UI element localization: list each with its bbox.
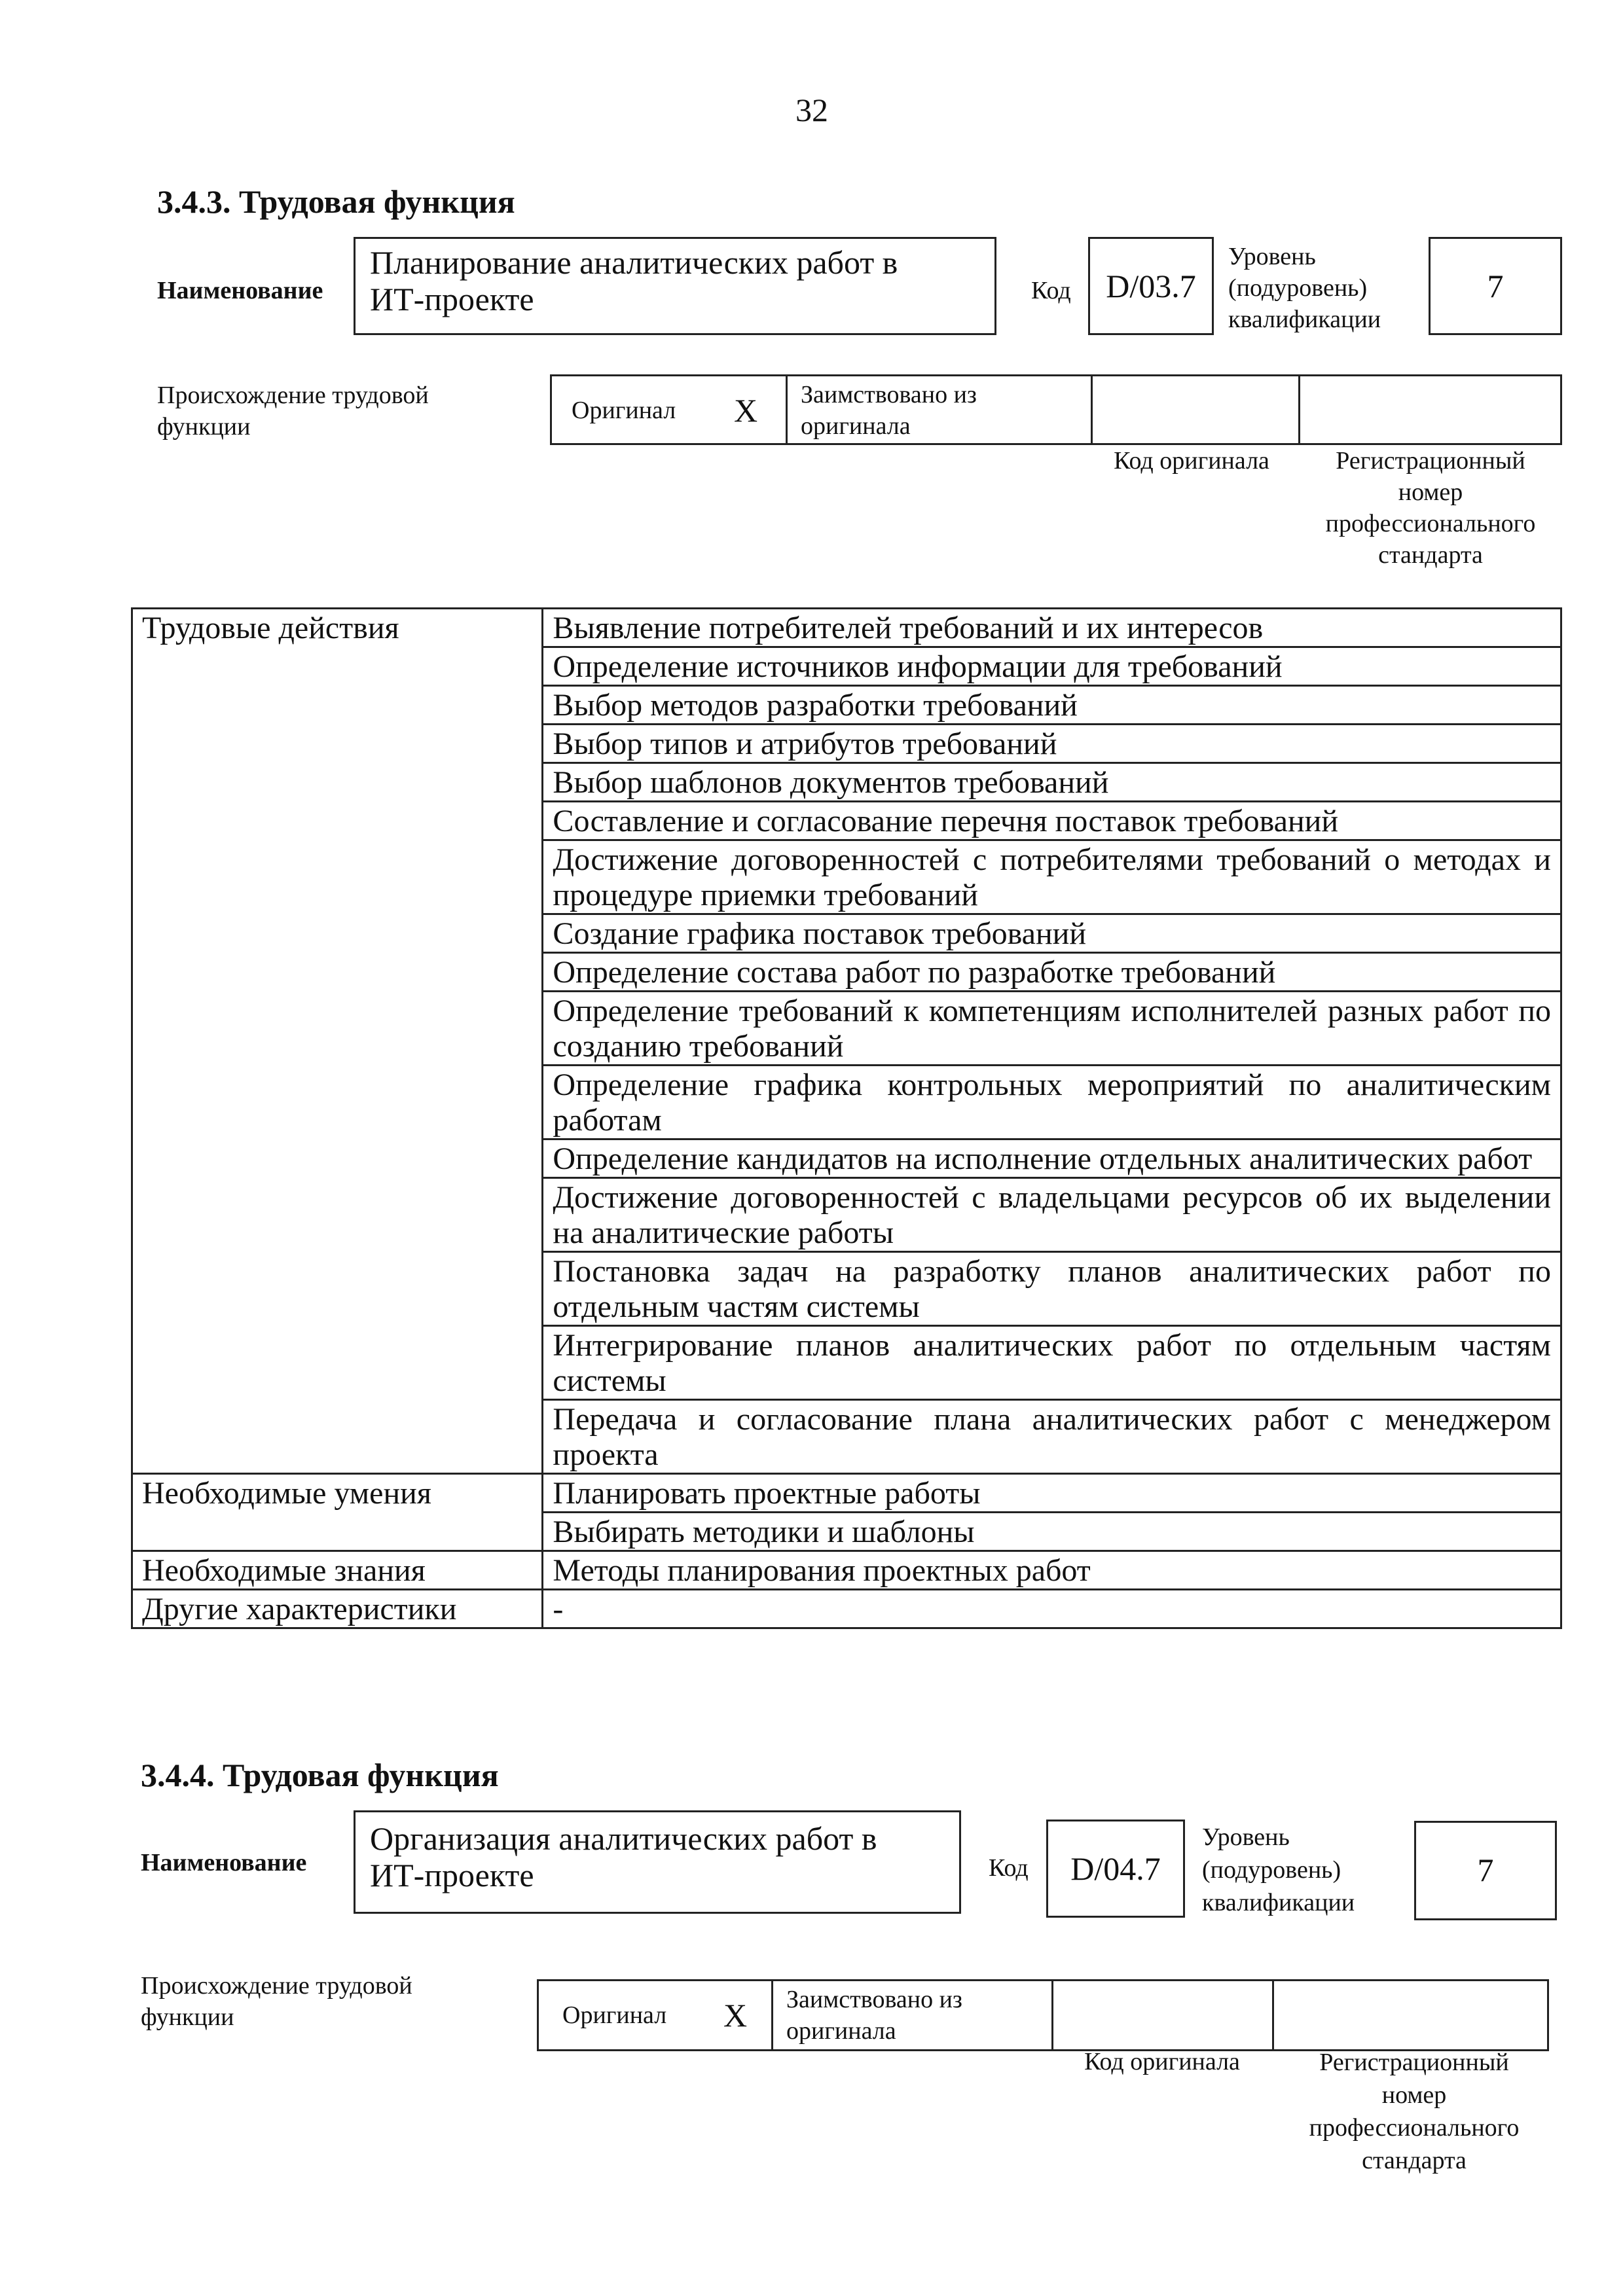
code-box: [1088, 237, 1214, 335]
actions-label: Трудовые действия: [132, 609, 543, 1474]
action-row: Выявление потребителей требований и их интересов: [543, 609, 1561, 647]
level-label: Уровень (подуровень) квалификации: [1202, 1823, 1355, 1916]
action-row: Передача и согласование плана аналитических работ с менеджером проекта: [543, 1400, 1561, 1474]
action-row: Достижение договоренностей с владельцами ресурсов об их выделении на аналитические работы: [543, 1178, 1561, 1252]
other-label: Другие характеристики: [132, 1590, 543, 1628]
code-label: Код: [989, 1854, 1029, 1882]
original-mark: X: [734, 392, 758, 429]
action-row: Постановка задач на разработку планов аналитических работ по отдельным частям системы: [543, 1252, 1561, 1326]
action-row: Определение требований к компетенциям исполнителей разных работ по созданию требований: [543, 992, 1561, 1066]
action-row: Составление и согласование перечня поставок требований: [543, 802, 1561, 840]
section-heading: 3.4.3. Трудовая функция: [157, 183, 515, 220]
name-box: [354, 237, 996, 335]
skills-label: Необходимые умения: [132, 1474, 543, 1551]
level-label: Уровень (подуровень) квалификации: [1228, 243, 1381, 333]
code-box: [1046, 1820, 1185, 1918]
original-code-label: Код оригинала: [1114, 447, 1269, 475]
original-label: Оригинал: [572, 397, 676, 424]
name-box: [354, 1810, 961, 1914]
action-row: Достижение договоренностей с потребителями требований о методах и процедуре приемки требований: [543, 840, 1561, 914]
borrowed-label: Заимствовано из оригинала: [801, 381, 977, 440]
level-box: [1414, 1821, 1557, 1920]
other-row: -: [543, 1590, 1561, 1628]
level-value: 7: [1487, 268, 1504, 304]
action-row: Определение источников информации для требований: [543, 647, 1561, 686]
original-label: Оригинал: [562, 2001, 667, 2029]
code-label: Код: [1031, 277, 1071, 304]
reg-number-label: Регистрационный номер профессионального стандарта: [1325, 447, 1536, 569]
function-name: Организация аналитических работ в ИТ-проекте: [370, 1820, 877, 1893]
knowledge-label: Необходимые знания: [132, 1551, 543, 1590]
action-row: Создание графика поставок требований: [543, 914, 1561, 953]
original-code-label: Код оригинала: [1084, 2048, 1240, 2075]
level-value: 7: [1477, 1852, 1494, 1888]
skill-row: Выбирать методики и шаблоны: [543, 1513, 1561, 1551]
action-row: Определение кандидатов на исполнение отдельных аналитических работ: [543, 1139, 1561, 1178]
skill-row: Планировать проектные работы: [543, 1474, 1561, 1513]
knowledge-row: Методы планирования проектных работ: [543, 1551, 1561, 1590]
name-label: Наименование: [157, 277, 323, 304]
borrowed-label: Заимствовано из оригинала: [786, 1986, 962, 2045]
level-box: [1429, 237, 1562, 335]
name-label: Наименование: [141, 1849, 307, 1876]
section-heading: 3.4.4. Трудовая функция: [141, 1757, 499, 1793]
code-value: D/03.7: [1106, 268, 1196, 304]
origin-box: [537, 1979, 1549, 2051]
action-row: Интегрирование планов аналитических работ по отдельным частям системы: [543, 1326, 1561, 1400]
action-row: Определение графика контрольных мероприятий по аналитическим работам: [543, 1066, 1561, 1139]
reg-number-label: Регистрационный номер профессионального стандарта: [1309, 2049, 1520, 2174]
page-number: 32: [795, 92, 828, 128]
code-value: D/04.7: [1070, 1850, 1161, 1887]
action-row: Определение состава работ по разработке требований: [543, 953, 1561, 992]
origin-label: Происхождение трудовой функции: [141, 1972, 412, 2031]
action-row: Выбор методов разработки требований: [543, 686, 1561, 725]
origin-box: [550, 374, 1562, 445]
function-name: Планирование аналитических работ в ИТ-проекте: [370, 244, 898, 317]
origin-label: Происхождение трудовой функции: [157, 382, 429, 440]
action-row: Выбор шаблонов документов требований: [543, 763, 1561, 802]
action-row: Выбор типов и атрибутов требований: [543, 725, 1561, 763]
function-table: [131, 607, 1562, 1629]
original-mark: X: [723, 1997, 748, 2034]
